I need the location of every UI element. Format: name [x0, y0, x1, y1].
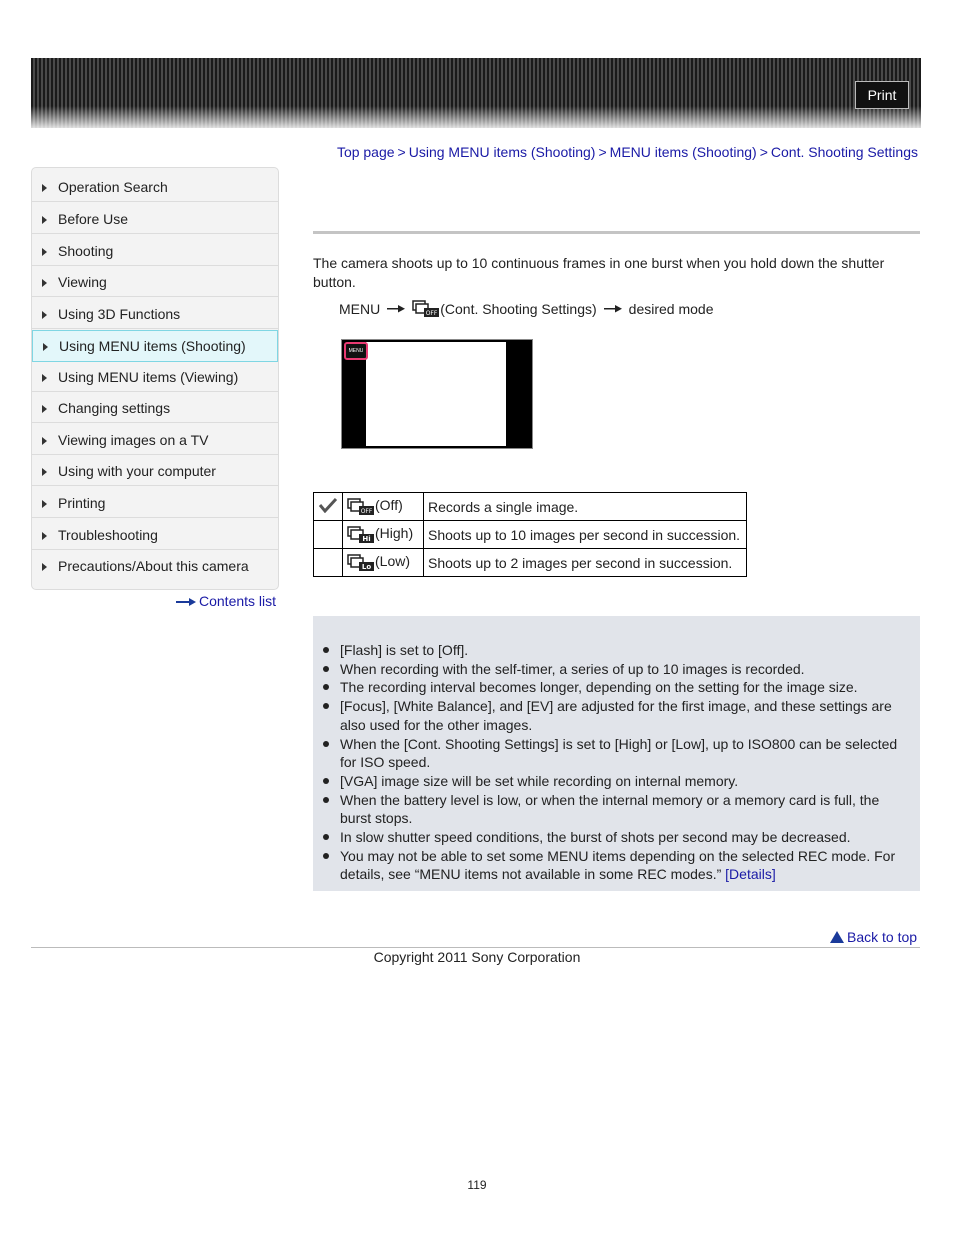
sidebar-item-label: Viewing images on a TV: [58, 432, 209, 448]
mode-label-cell: [343, 549, 424, 577]
contents-list-link[interactable]: [176, 593, 276, 609]
list-item: [VGA] image size will be set while recording on internal memory.: [321, 772, 913, 791]
sidebar-item-precautions[interactable]: [32, 551, 278, 581]
sidebar-item-computer[interactable]: [32, 456, 278, 486]
cont-shooting-high-icon: [347, 526, 375, 544]
title-divider: [313, 231, 920, 234]
breadcrumb-cont-shooting[interactable]: Cont. Shooting Settings: [770, 144, 918, 160]
sidebar-item-changing-settings[interactable]: [32, 393, 278, 423]
sidebar-item-menu-viewing[interactable]: [32, 362, 278, 392]
arrow-right-icon: [42, 468, 47, 476]
print-button[interactable]: Print: [855, 81, 909, 109]
checkmark-icon: [318, 497, 338, 513]
mode-label: (Off): [375, 497, 403, 514]
list-item: In slow shutter speed conditions, the burst of shots per second may be decreased.: [321, 828, 913, 847]
arrow-right-icon: [42, 311, 47, 319]
menu-path: [339, 300, 713, 318]
sidebar-item-label: Printing: [58, 495, 106, 511]
arrow-right-icon: [43, 343, 48, 351]
mode-description: Shoots up to 2 images per second in succession.: [424, 549, 747, 577]
badge-text: Hi: [362, 534, 371, 543]
sidebar-item-shooting[interactable]: [32, 236, 278, 266]
back-to-top-label: Back to top: [847, 929, 918, 945]
arrow-right-icon: [42, 248, 47, 256]
mode-description: Records a single image.: [424, 493, 747, 521]
cont-shooting-off-icon: [347, 498, 375, 516]
back-to-top-link[interactable]: [830, 929, 917, 945]
sidebar-item-3d-functions[interactable]: [32, 299, 278, 329]
list-item: When recording with the self-timer, a series of up to 10 images is recorded.: [321, 660, 913, 679]
note-text: You may not be able to set some MENU items depending on the selected REC mode. For details, see “MENU items not available in some REC modes.”: [340, 847, 896, 883]
list-item: When the [Cont. Shooting Settings] is set to [High] or [Low], up to ISO800 can be selected for ISO speed.: [321, 735, 913, 772]
sidebar-item-label: Using MENU items (Shooting): [59, 338, 246, 354]
table-row: [314, 521, 747, 549]
breadcrumb: [300, 144, 918, 160]
breadcrumb-top-page[interactable]: Top page: [336, 144, 395, 160]
arrow-right-icon: [42, 279, 47, 287]
list-item: [Flash] is set to [Off].: [321, 641, 913, 660]
sidebar-item-printing[interactable]: [32, 488, 278, 518]
list-item: The recording interval becomes longer, depending on the setting for the image size.: [321, 678, 913, 697]
breadcrumb-using-menu-shooting[interactable]: Using MENU items (Shooting): [408, 144, 596, 160]
sidebar-item-operation-search[interactable]: [32, 172, 278, 202]
cont-shooting-low-icon: [347, 554, 375, 572]
sidebar-item-label: Using 3D Functions: [58, 306, 181, 322]
mode-table: [313, 492, 747, 577]
notes-list: [321, 641, 913, 884]
list-item: [321, 847, 913, 884]
contents-list-label: Contents list: [199, 593, 277, 609]
cont-shooting-off-icon: [412, 300, 440, 318]
camera-screen-illustration: [341, 339, 533, 449]
arrow-right-icon: [176, 598, 196, 606]
default-check-cell: [314, 549, 343, 577]
menu-button-icon: MENU: [344, 342, 368, 360]
badge-text: OFF: [425, 310, 438, 317]
arrow-right-icon: [42, 563, 47, 571]
arrow-right-icon: [604, 305, 622, 313]
sidebar-item-label: Viewing: [58, 274, 107, 290]
sidebar: [31, 167, 279, 590]
triangle-up-icon: [830, 931, 844, 943]
sidebar-item-viewing[interactable]: [32, 267, 278, 297]
arrow-right-icon: [42, 374, 47, 382]
breadcrumb-separator: >: [598, 144, 607, 160]
sidebar-item-label: Troubleshooting: [58, 527, 158, 543]
menu-path-target: desired mode: [628, 301, 714, 317]
arrow-right-icon: [42, 532, 47, 540]
badge-text: Lo: [361, 562, 372, 571]
breadcrumb-separator: >: [759, 144, 768, 160]
header-banner: [31, 58, 921, 128]
arrow-right-icon: [42, 405, 47, 413]
sidebar-item-label: Precautions/About this camera: [58, 558, 249, 574]
sidebar-item-troubleshooting[interactable]: [32, 520, 278, 550]
list-item: When the battery level is low, or when the internal memory or a memory card is full, the burst stops.: [321, 791, 913, 828]
sidebar-item-label: Operation Search: [58, 179, 168, 195]
arrow-right-icon: [42, 184, 47, 192]
mode-label-cell: [343, 521, 424, 549]
menu-path-setting: (Cont. Shooting Settings): [440, 301, 597, 317]
sidebar-item-label: Before Use: [58, 211, 129, 227]
sidebar-item-label: Changing settings: [58, 400, 171, 416]
intro-text: The camera shoots up to 10 continuous frames in one burst when you hold down the shutter button.: [313, 255, 885, 290]
mode-label: (High): [375, 525, 414, 542]
table-row: [314, 493, 747, 521]
sidebar-item-label: Shooting: [58, 243, 114, 259]
sidebar-item-label: Using MENU items (Viewing): [58, 369, 239, 385]
breadcrumb-menu-items-shooting[interactable]: MENU items (Shooting): [609, 144, 757, 160]
arrow-right-icon: [387, 305, 405, 313]
footer-divider: [31, 947, 920, 948]
screen-display-area: [366, 342, 506, 446]
arrow-right-icon: [42, 216, 47, 224]
arrow-right-icon: [42, 437, 47, 445]
mode-description: Shoots up to 10 images per second in succession.: [424, 521, 747, 549]
mode-label: (Low): [375, 553, 411, 570]
sidebar-item-before-use[interactable]: [32, 204, 278, 234]
list-item: [Focus], [White Balance], and [EV] are adjusted for the first image, and these settings are also used for the other images.: [321, 697, 913, 734]
default-check-cell: [314, 493, 343, 521]
page-number: 119: [467, 1178, 487, 1192]
arrow-right-icon: [42, 500, 47, 508]
breadcrumb-separator: >: [397, 144, 406, 160]
sidebar-item-menu-shooting[interactable]: [32, 330, 278, 362]
default-check-cell: [314, 521, 343, 549]
mode-label-cell: [343, 493, 424, 521]
sidebar-item-viewing-tv[interactable]: [32, 425, 278, 455]
badge-text: OFF: [360, 507, 373, 515]
menu-path-menu: MENU: [339, 301, 381, 317]
notes-box: [313, 616, 920, 891]
table-row: [314, 549, 747, 577]
copyright-text: Copyright 2011 Sony Corporation: [373, 949, 581, 965]
sidebar-item-label: Using with your computer: [58, 463, 216, 479]
details-link[interactable]: [Details]: [725, 866, 776, 883]
